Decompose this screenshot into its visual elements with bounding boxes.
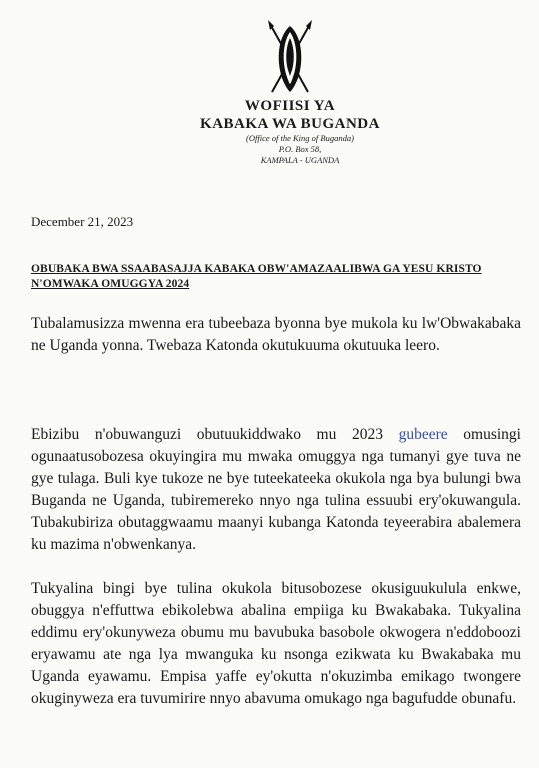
letterhead-translation: (Office of the King of Buganda) (246, 133, 354, 143)
letter-date: December 21, 2023 (31, 214, 134, 229)
paragraph-2-highlight: gubeere (398, 426, 448, 443)
letterhead-office: WOFIISI YA (244, 98, 336, 114)
letterhead (180, 97, 400, 166)
letterhead-city: KAMPALA - UGANDA (260, 155, 340, 165)
paragraph-2 (31, 424, 521, 556)
letterhead-pobox: P.O. Box 58, (278, 144, 322, 154)
buganda-emblem-icon (262, 20, 318, 96)
paragraph-2-start: Ebizibu n'obuwanguzi obutuukiddwako mu 2023 (31, 426, 399, 443)
letter-subject: OBUBAKA BWA SSAABASAJJA KABAKA OBW'AMAZAALIBWA GA YESU KRISTO N'OMWAKA OMUGGYA 2024 (31, 263, 482, 290)
paragraph-1: Tubalamusizza mwenna era tubeebaza byonna bye mukola ku lw'Obwakabaka ne Uganda yonna. Twebaza Katonda okutukuuma okutuuka leero. (31, 315, 521, 354)
paragraph-3: Tukyalina bingi bye tulina okukola bitusobozese okusiguukulula enkwe, obuggya n'effuttwa ebikolebwa abalina empiiga ku Bwakabaka. Tukyalina eddimu ery'okunyweza obumu mu bavubuka basobole okwogera n'eddoboozi eryawamu ate nga lya mwanguka ku nsonga ezikwata ku Bwakabaka mu Uganda eyawamu. Empisa yaffe ey'okutta n'okuzimba emikago twongere okuginyweza era tuvumirire nnyo abavuma omukago nga bagufudde obunafu. (31, 580, 521, 707)
letterhead-kingdom: KABAKA WA BUGANDA (200, 116, 380, 132)
paragraph-2-rest: omusingi ogunaatusobozesa okuyingira mu mwaka omuggya nga tumanyi gye tuva ne gye tulaga. Buli kye tukoze ne bye tuteekateeka okukola nga bya bulungi bwa Buganda ne Uganda, tubiremereko nnyo nga tulina essuubi ery'okuwangula. Tubakubiriza obutaggwaamu maanyi kubanga Katonda teyeerabira abalemera ku mazima n'obwenkanya. (31, 426, 521, 553)
